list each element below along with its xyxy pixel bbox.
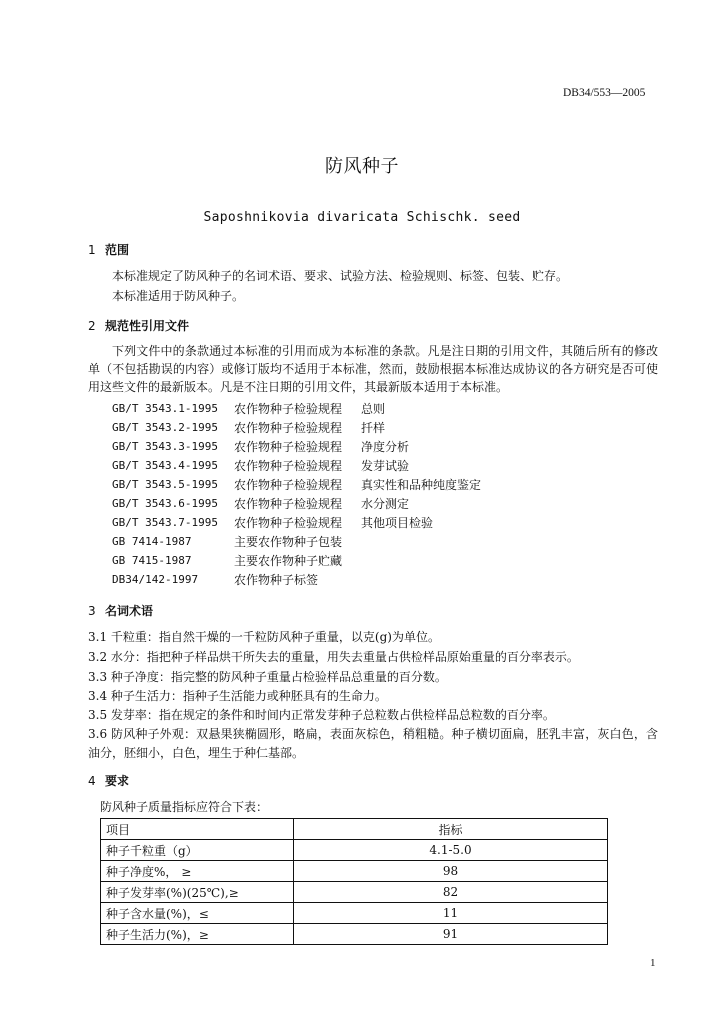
ref-subtitle: 净度分析 <box>361 440 410 454</box>
table-row <box>101 840 608 861</box>
term-item: 3.1 千粒重：指自然干燥的一千粒防风种子重量，以克(g)为单位。 <box>88 630 440 644</box>
table-header-cell: 指标 <box>294 819 608 840</box>
section-number: 1 <box>88 243 96 257</box>
ref-title: 农作物种子检验规程 <box>234 459 343 473</box>
term-item-appearance: 3.6 防风种子外观：双悬果狭椭圆形，略扁，表面灰棕色，稍粗糙。种子横切面扁，胚乳丰富，灰白色，含油分，胚细小，白色，埋生于种仁基部。 <box>88 727 658 760</box>
term-item: 3.3 种子净度：指完整的防风种子重量占检验样品总重量的百分数。 <box>88 670 447 684</box>
ref-code: GB/T 3543.3-1995 <box>112 440 218 453</box>
table-cell-value: 11 <box>294 903 608 924</box>
section-4-heading <box>88 772 129 789</box>
ref-title: 农作物种子标签 <box>234 573 319 587</box>
ref-code: GB/T 3543.7-1995 <box>112 516 218 529</box>
table-cell-item: 种子千粒重（g） <box>101 840 294 861</box>
table-cell-value: 91 <box>294 924 608 945</box>
document-title: 防风种子 <box>325 156 399 177</box>
ref-code: GB/T 3543.6-1995 <box>112 497 218 510</box>
term-item: 3.2 水分：指把种子样品烘干所失去的重量，用失去重量占供检样品原始重量的百分率表示。 <box>88 650 579 664</box>
table-header-row <box>101 819 608 840</box>
ref-title: 主要农作物种子贮藏 <box>234 554 343 568</box>
ref-subtitle: 水分测定 <box>361 497 410 511</box>
table-row <box>101 861 608 882</box>
section-number: 3 <box>88 604 96 618</box>
term-item: 3.5 发芽率：指在规定的条件和时间内正常发芽种子总粒数占供检样品总粒数的百分率。 <box>88 708 555 722</box>
ref-subtitle: 发芽试验 <box>361 459 410 473</box>
ref-code: GB/T 3543.4-1995 <box>112 459 218 472</box>
section-1-line-1: 本标准规定了防风种子的名词术语、要求、试验方法、检验规则、标签、包装、贮存。 <box>112 269 569 283</box>
ref-subtitle: 扦样 <box>361 421 386 435</box>
table-cell-value: 4.1-5.0 <box>294 840 608 861</box>
document-code: DB34/553—2005 <box>563 87 646 99</box>
section-title: 名词术语 <box>105 604 154 618</box>
ref-code: GB 7415-1987 <box>112 554 192 567</box>
table-intro: 防风种子质量指标应符合下表： <box>100 800 269 814</box>
ref-code: DB34/142-1997 <box>112 573 199 586</box>
section-3-heading <box>88 602 153 619</box>
section-number: 2 <box>88 319 96 333</box>
ref-subtitle: 总则 <box>361 402 386 416</box>
table-cell-item: 种子净度%， ≥ <box>101 861 294 882</box>
section-title: 要求 <box>105 774 130 788</box>
ref-title: 农作物种子检验规程 <box>234 440 343 454</box>
table-cell-item: 种子生活力(%)，≥ <box>101 924 294 945</box>
table-cell-item: 种子含水量(%)，≤ <box>101 903 294 924</box>
ref-title: 农作物种子检验规程 <box>234 497 343 511</box>
quality-table <box>100 818 608 945</box>
section-1-heading <box>88 241 129 258</box>
latin-name: Saposhnikovia divaricata Schischk. seed <box>203 210 521 225</box>
table-row <box>101 903 608 924</box>
ref-code: GB/T 3543.2-1995 <box>112 421 218 434</box>
table-header-cell: 项目 <box>101 819 294 840</box>
section-title: 范围 <box>105 243 130 257</box>
page-number: 1 <box>650 957 656 969</box>
section-number: 4 <box>88 774 96 788</box>
ref-subtitle: 其他项目检验 <box>361 516 434 530</box>
ref-title: 农作物种子检验规程 <box>234 516 343 530</box>
table-row <box>101 924 608 945</box>
term-item: 3.4 种子生活力：指种子生活能力或种胚具有的生命力。 <box>88 689 387 703</box>
section-2-heading <box>88 317 189 334</box>
ref-code: GB 7414-1987 <box>112 535 192 548</box>
ref-title: 农作物种子检验规程 <box>234 421 343 435</box>
section-1-line-2: 本标准适用于防风种子。 <box>112 289 245 303</box>
section-2-paragraph: 下列文件中的条款通过本标准的引用而成为本标准的条款。凡是注日期的引用文件，其随后所有的修改单（不包括勘误的内容）或修订版均不适用于本标准，然而，鼓励根据本标准达成协议的各方研究是否可使用这些文件的最新版本。凡是不注日期的引用文件，其最新版本适用于本标准。 <box>88 344 658 394</box>
ref-subtitle: 真实性和品种纯度鉴定 <box>361 478 482 492</box>
ref-code: GB/T 3543.1-1995 <box>112 402 218 415</box>
table-row <box>101 882 608 903</box>
table-cell-item: 种子发芽率(%)(25℃),≥ <box>101 882 294 903</box>
table-cell-value: 82 <box>294 882 608 903</box>
table-cell-value: 98 <box>294 861 608 882</box>
ref-title: 农作物种子检验规程 <box>234 402 343 416</box>
ref-code: GB/T 3543.5-1995 <box>112 478 218 491</box>
ref-title: 主要农作物种子包装 <box>234 535 343 549</box>
ref-title: 农作物种子检验规程 <box>234 478 343 492</box>
section-title: 规范性引用文件 <box>105 319 190 333</box>
